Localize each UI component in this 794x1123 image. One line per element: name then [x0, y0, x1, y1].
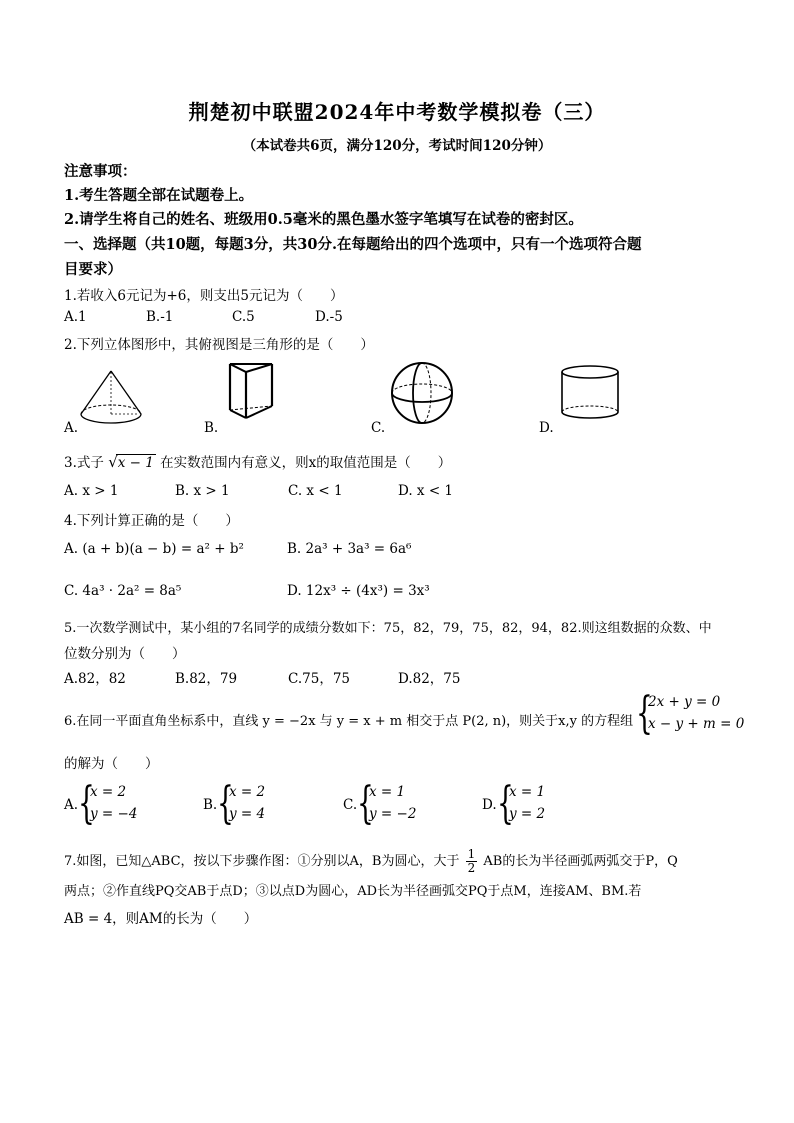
q7-stem-part-b: AB的长为半径画弧两弧交于P，Q — [483, 854, 678, 869]
exam-subtitle: （本试卷共6页，满分120分，考试时间120分钟） — [242, 138, 552, 154]
q6-option-b-label: B. — [203, 797, 218, 813]
q6-option-c-row1: x = 1 — [369, 784, 406, 800]
sqrt-sign: √ — [108, 453, 118, 471]
q5-option-d: D.82，75 — [398, 671, 461, 687]
note-2: 2.请学生将自己的姓名、班级用0.5毫米的黑色墨水签字笔填写在试卷的密封区。 — [64, 211, 583, 228]
q7-fraction-numerator: 1 — [467, 847, 476, 861]
q7-fraction-denominator: 2 — [467, 861, 476, 875]
q4-option-a: A. (a + b)(a − b) = a² + b² — [64, 541, 244, 557]
q1-option-d: D.-5 — [315, 309, 343, 325]
q3-radicand: x − 1 — [117, 455, 154, 471]
q6-tail: 的解为（ ） — [64, 756, 159, 772]
q3-option-a: A. x > 1 — [64, 483, 119, 499]
q7-fraction — [466, 848, 478, 875]
q6-option-a-label: A. — [64, 797, 79, 813]
q5-stem-cont: 位数分别为（ ） — [64, 646, 186, 662]
q3-stem-prefix: 3.式子 — [64, 455, 104, 471]
q4-option-c: C. 4a³ · 2a² = 8a⁵ — [64, 583, 182, 599]
q6-option-d-label: D. — [482, 797, 497, 813]
q1-option-c: C.5 — [232, 309, 255, 325]
cone-figure — [76, 368, 146, 426]
q7-stem — [64, 848, 678, 875]
q5-option-a: A.82，82 — [64, 671, 126, 687]
notes-heading: 注意事项： — [64, 163, 137, 180]
q6-equation-system — [636, 688, 745, 739]
q6-option-a-row2: y = −4 — [90, 806, 138, 822]
q6-equation-1: 2x + y = 0 — [648, 694, 721, 710]
q6-equation-2: x − y + m = 0 — [648, 716, 745, 732]
q4-option-b: B. 2a³ + 3a³ = 6a⁶ — [287, 541, 412, 557]
q2-option-c: C. — [371, 420, 386, 436]
q6-option-b — [217, 778, 307, 829]
cylinder-figure — [558, 364, 622, 422]
brace-icon: { — [357, 778, 374, 829]
q2-option-a: A. — [64, 420, 79, 436]
q6-option-b-row2: y = 4 — [229, 806, 266, 822]
note-1: 1.考生答题全部在试题卷上。 — [64, 187, 254, 204]
brace-icon: { — [636, 688, 653, 739]
q5-option-c: C.75，75 — [288, 671, 350, 687]
q6-option-c — [357, 778, 447, 829]
q7-stem-part-a: 7.如图，已知△ABC，按以下步骤作图：①分别以A，B为圆心，大于 — [64, 854, 460, 869]
q3-option-c: C. x < 1 — [288, 483, 343, 499]
q7-stem-tail: AB = 4，则AM的长为（ ） — [64, 911, 258, 927]
q4-option-d: D. 12x³ ÷ (4x³) = 3x³ — [287, 583, 430, 599]
q6-stem: 6.在同一平面直角坐标系中，直线 y = −2x 与 y = x + m 相交于点 P(2, n)，则关于x,y 的方程组 — [64, 714, 634, 729]
q1-stem: 1.若收入6元记为+6，则支出5元记为（ ） — [64, 288, 344, 304]
q7-stem-cont: 两点；②作直线PQ交AB于点D；③以点D为圆心，AD长为半径画弧交PQ于点M，连接AM、BM.若 — [64, 884, 642, 899]
q6-option-a-row1: x = 2 — [90, 784, 127, 800]
q6-option-d — [497, 778, 587, 829]
q1-option-a: A.1 — [64, 309, 87, 325]
brace-icon: { — [217, 778, 234, 829]
q2-option-d: D. — [539, 420, 554, 436]
q3-option-d: D. x < 1 — [398, 483, 454, 499]
q6-option-c-label: C. — [343, 797, 358, 813]
q3-stem — [64, 451, 451, 471]
q2-option-b: B. — [204, 420, 219, 436]
q1-option-b: B.-1 — [146, 309, 174, 325]
sphere-figure — [386, 360, 458, 426]
brace-icon: { — [78, 778, 95, 829]
exam-title: 荆楚初中联盟2024年中考数学模拟卷（三） — [188, 100, 606, 124]
q4-stem: 4.下列计算正确的是（ ） — [64, 513, 239, 529]
section-1-heading-cont: 目要求） — [64, 261, 122, 278]
section-1-heading: 一、选择题（共10题，每题3分，共30分.在每题给出的四个选项中，只有一个选项符合题 — [64, 236, 642, 253]
q6-option-c-row2: y = −2 — [369, 806, 417, 822]
q6-option-d-row2: y = 2 — [509, 806, 546, 822]
q3-stem-suffix: 在实数范围内有意义，则x的取值范围是（ ） — [160, 455, 452, 471]
q6-option-a — [78, 778, 168, 829]
brace-icon: { — [497, 778, 514, 829]
triangular-prism-figure — [222, 360, 280, 422]
q3-option-b: B. x > 1 — [175, 483, 230, 499]
q5-stem: 5.一次数学测试中，某小组的7名同学的成绩分数如下：75，82，79，75，82，94，82.则这组数据的众数、中 — [64, 621, 712, 636]
q5-option-b: B.82，79 — [175, 671, 238, 687]
q6-option-d-row1: x = 1 — [509, 784, 546, 800]
q6-option-b-row1: x = 2 — [229, 784, 266, 800]
q2-stem: 2.下列立体图形中，其俯视图是三角形的是（ ） — [64, 337, 374, 353]
